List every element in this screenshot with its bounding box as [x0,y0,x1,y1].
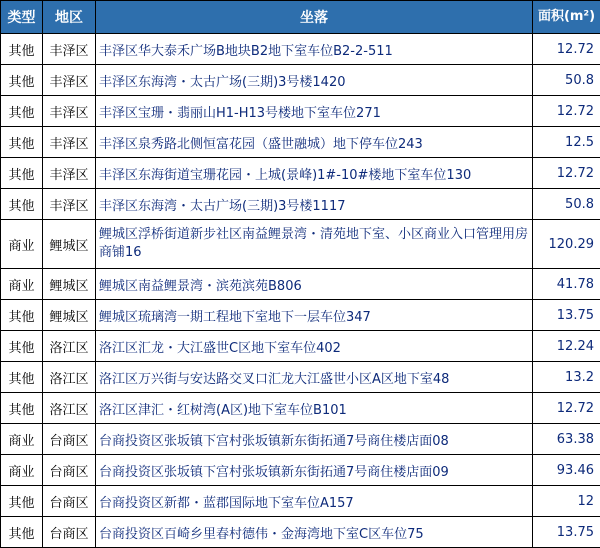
cell-location: 鲤城区浮桥街道新步社区南益鲤景湾・清苑地下室、小区商业入口管理用房商铺16 [96,220,533,269]
cell-area: 63.38 [533,424,600,455]
table-row [1,34,600,65]
cell-region: 台商区 [43,486,96,517]
cell-area: 12.5 [533,127,600,158]
cell-region: 丰泽区 [43,189,96,220]
cell-area: 12 [533,486,600,517]
cell-location: 台商投资区张坂镇下宫村张坂镇新东街拓通7号商住楼店面08 [96,424,533,455]
cell-region: 丰泽区 [43,96,96,127]
cell-location: 鲤城区琉璃湾一期工程地下室地下一层车位347 [96,300,533,331]
cell-area: 12.24 [533,331,600,362]
table-row [1,96,600,127]
table-row [1,424,600,455]
cell-type: 商业 [1,269,43,300]
cell-region: 台商区 [43,424,96,455]
cell-region: 鲤城区 [43,269,96,300]
cell-location: 丰泽区华大泰禾广场B地块B2地下室车位B2-2-511 [96,34,533,65]
cell-area: 41.78 [533,269,600,300]
cell-region: 洛江区 [43,331,96,362]
header-location: 坐落 [96,1,533,34]
table-row [1,300,600,331]
header-region: 地区 [43,1,96,34]
table-row [1,220,600,269]
cell-location: 丰泽区东海湾・太古广场(三期)3号楼1117 [96,189,533,220]
cell-type: 其他 [1,34,43,65]
cell-type: 其他 [1,331,43,362]
header-type: 类型 [1,1,43,34]
cell-location: 丰泽区东海街道宝珊花园・上城(景峰)1#-10#楼地下室车位130 [96,158,533,189]
cell-type: 其他 [1,158,43,189]
cell-area: 13.2 [533,362,600,393]
table-header-row [1,1,600,34]
cell-region: 丰泽区 [43,127,96,158]
cell-region: 丰泽区 [43,158,96,189]
cell-location: 丰泽区东海湾・太古广场(三期)3号楼1420 [96,65,533,96]
header-area: 面积(m²) [533,1,600,34]
cell-region: 台商区 [43,455,96,486]
table-row [1,486,600,517]
cell-type: 其他 [1,127,43,158]
cell-type: 其他 [1,65,43,96]
table-row [1,158,600,189]
table-row [1,331,600,362]
cell-region: 鲤城区 [43,220,96,269]
cell-area: 93.46 [533,455,600,486]
table-row [1,65,600,96]
cell-region: 洛江区 [43,393,96,424]
cell-region: 鲤城区 [43,300,96,331]
cell-type: 商业 [1,455,43,486]
cell-location: 台商投资区新都・蓝郡国际地下室车位A157 [96,486,533,517]
cell-area: 12.72 [533,34,600,65]
cell-type: 其他 [1,362,43,393]
cell-type: 其他 [1,393,43,424]
cell-location: 台商投资区张坂镇下宫村张坂镇新东街拓通7号商住楼店面09 [96,455,533,486]
cell-area: 13.75 [533,300,600,331]
cell-location: 鲤城区南益鲤景湾・滨苑滨苑B806 [96,269,533,300]
cell-area: 50.8 [533,65,600,96]
cell-region: 丰泽区 [43,65,96,96]
cell-area: 50.8 [533,189,600,220]
cell-region: 台商区 [43,517,96,548]
cell-area: 12.72 [533,158,600,189]
table-row [1,189,600,220]
cell-type: 其他 [1,517,43,548]
table-row [1,127,600,158]
cell-location: 台商投资区百崎乡里春村德伟・金海湾地下室C区车位75 [96,517,533,548]
cell-type: 商业 [1,424,43,455]
cell-location: 洛江区津汇・红树湾(A区)地下室车位B101 [96,393,533,424]
cell-region: 丰泽区 [43,34,96,65]
table-row [1,362,600,393]
cell-type: 其他 [1,486,43,517]
cell-type: 其他 [1,96,43,127]
cell-type: 商业 [1,220,43,269]
cell-area: 120.29 [533,220,600,269]
cell-region: 洛江区 [43,362,96,393]
cell-type: 其他 [1,300,43,331]
table-row [1,517,600,548]
cell-location: 洛江区汇龙・大江盛世C区地下室车位402 [96,331,533,362]
cell-area: 12.72 [533,393,600,424]
cell-area: 13.75 [533,517,600,548]
cell-location: 丰泽区泉秀路北侧恒富花园（盛世融城）地下停车位243 [96,127,533,158]
cell-area: 12.72 [533,96,600,127]
cell-type: 其他 [1,189,43,220]
table-row [1,455,600,486]
cell-location: 丰泽区宝珊・翡丽山H1-H13号楼地下室车位271 [96,96,533,127]
cell-location: 洛江区万兴街与安达路交叉口汇龙大江盛世小区A区地下室48 [96,362,533,393]
table-row [1,393,600,424]
table-row [1,269,600,300]
